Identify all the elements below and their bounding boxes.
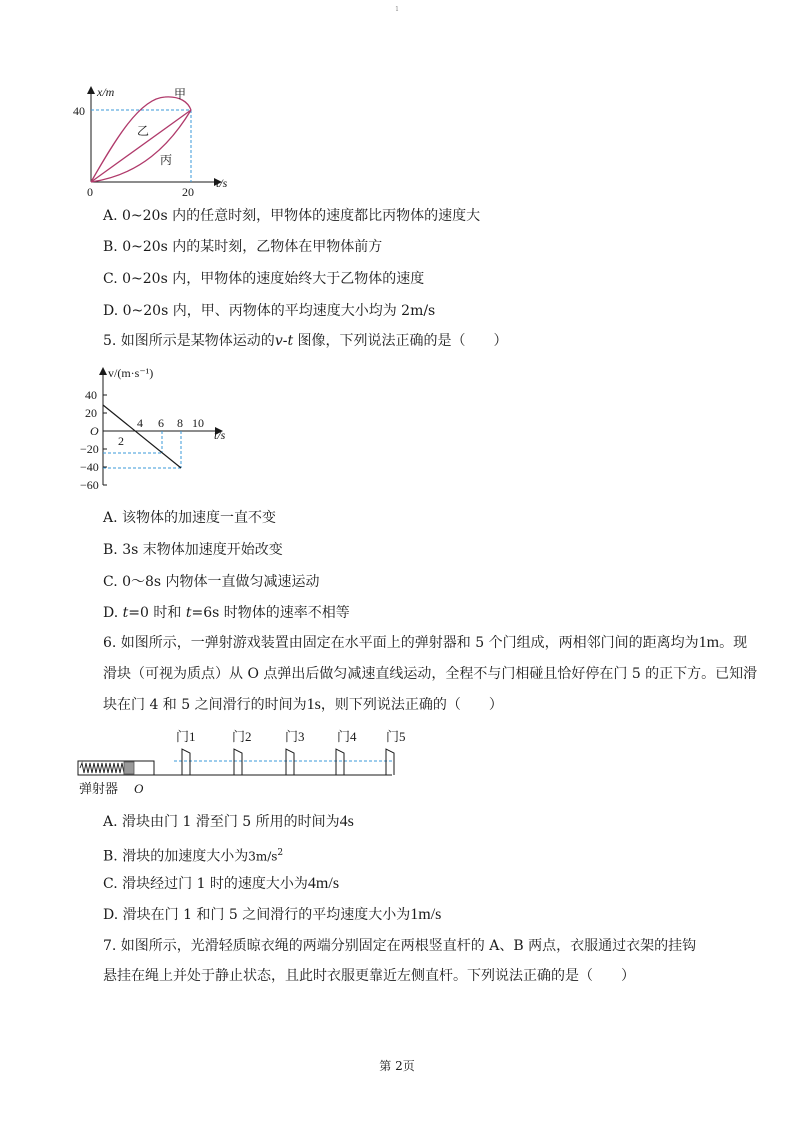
q5-origin: O xyxy=(90,424,99,438)
q4-x-tick: 20 xyxy=(182,185,194,199)
q6-stem-line1-unit: 1m xyxy=(698,634,720,651)
q6-door-2 xyxy=(234,749,242,775)
q5-option-c: C. 0～8s 内物体一直做匀减速运动 xyxy=(103,574,320,590)
q5-x-tick-8: 8 xyxy=(177,416,183,430)
q5-stem-before: 5. 如图所示是某物体运动的 xyxy=(103,333,275,349)
page-mark: 1 xyxy=(395,6,399,13)
q6-option-d-text: D. 滑块在门 1 和门 5 之间滑行的平均速度大小为 xyxy=(103,907,411,923)
q5-stem-after: 图像，下列说法正确的是（ ） xyxy=(293,333,508,349)
q6-slider-block xyxy=(124,762,134,774)
page-number: 第 2页 xyxy=(379,1059,415,1073)
q4-option-c: C. 0~20s 内，甲物体的速度始终大于乙物体的速度 xyxy=(103,271,425,287)
q5-vt-graph xyxy=(76,365,246,491)
q6-door-label-1: 门1 xyxy=(176,729,196,744)
q6-stem-line3-unit: 1s xyxy=(306,696,321,713)
q5-stem-var: v-t xyxy=(274,333,294,349)
q5-y-tick-m40: −40 xyxy=(80,460,99,474)
q6-launcher-figure xyxy=(74,725,414,800)
q4-label-yi: 乙 xyxy=(137,124,150,138)
q6-door-1 xyxy=(182,749,190,775)
q6-door-label-2: 门2 xyxy=(232,729,252,744)
q4-origin: 0 xyxy=(87,185,93,199)
q6-option-a-unit: 4s xyxy=(339,813,354,830)
q5-option-d-prefix: D. xyxy=(103,605,123,621)
q6-door-3 xyxy=(286,749,294,775)
q6-option-d xyxy=(103,906,441,924)
q6-stem-line3-b: ，则下列说法正确的（ ） xyxy=(320,697,503,713)
q7-stem: 7. 如图所示，光滑轻质晾衣绳的两端分别固定在两根竖直杆的 A、B 两点，衣服通过衣架的挂钩悬挂在绳上并处于静止状态，且此时衣服更靠近左侧直杆。下列说法正确的是（ ） xyxy=(103,938,697,984)
q5-y-tick-20: 20 xyxy=(85,406,97,420)
q5-option-b: B. 3s 末物体加速度开始改变 xyxy=(103,542,283,558)
q6-option-b-text: B. 滑块的加速度大小为 xyxy=(103,848,249,865)
q4-option-b: B. 0~20s 内的某时刻，乙物体在甲物体前方 xyxy=(103,239,383,255)
q6-stem-line1 xyxy=(103,634,747,652)
q6-option-b-unit: 3m/s xyxy=(248,849,278,864)
q6-door-label-3: 门3 xyxy=(285,729,305,744)
q5-option-a: A. 该物体的加速度一直不变 xyxy=(103,510,277,526)
q5-y-label: v/(m·s⁻¹) xyxy=(108,366,154,380)
q5-y-tick-m60: −60 xyxy=(80,478,99,492)
q6-option-c-text: C. 滑块经过门 1 时的速度大小为 xyxy=(103,876,308,892)
q6-point-o: O xyxy=(134,781,144,796)
q4-x-label: t/s xyxy=(216,176,228,190)
q4-label-jia: 甲 xyxy=(174,87,187,101)
q4-y-tick: 40 xyxy=(73,104,85,118)
q5-option-d xyxy=(103,604,350,622)
q6-stem-line2: 滑块（可视为质点）从 O 点弹出后做匀减速直线运动，全程不与门相碰且恰好停在门 5 的正下方。已知滑 xyxy=(103,666,758,682)
q4-option-d: D. 0~20s 内，甲、丙物体的平均速度大小均为 2m/s xyxy=(103,303,436,319)
q4-label-bing: 丙 xyxy=(160,153,173,167)
q6-launcher-label: 弹射器 xyxy=(79,781,119,796)
q4-xt-graph xyxy=(70,80,240,200)
q5-y-tick-40: 40 xyxy=(85,388,97,402)
q6-option-d-unit: 1m/s xyxy=(410,906,442,923)
q4-option-a: A. 0~20s 内的任意时刻，甲物体的速度都比丙物体的速度大 xyxy=(103,208,481,224)
q6-stem-line3 xyxy=(103,696,503,714)
q5-option-d-suffix: =6s 时物体的速率不相等 xyxy=(191,605,350,621)
q6-option-c-unit: 4m/s xyxy=(307,875,340,892)
q6-door-4 xyxy=(336,749,344,775)
q5-option-d-v1: t xyxy=(122,605,129,621)
q5-option-d-mid: =0 时和 xyxy=(128,605,186,621)
q6-door-label-4: 门4 xyxy=(337,729,357,744)
q5-x-tick-6: 6 xyxy=(158,416,164,430)
q4-curve-yi xyxy=(91,110,191,182)
q6-stem-line1-b: 。现 xyxy=(719,635,748,651)
q5-x-tick-10: 10 xyxy=(192,416,204,430)
q5-x-label: t/s xyxy=(214,428,226,442)
q6-door-5 xyxy=(386,749,394,775)
q6-option-a-text: A. 滑块由门 1 滑至门 5 所用的时间为 xyxy=(103,814,340,830)
q5-option-d-v2: t xyxy=(185,605,192,621)
q6-stem-line3-a: 块在门 4 和 5 之间滑行的时间为 xyxy=(103,697,307,713)
q6-stem-line1-a: 6. 如图所示，一弹射游戏装置由固定在水平面上的弹射器和 5 个门组成，两相邻门间的距离均为 xyxy=(103,635,699,651)
q4-y-label: x/m xyxy=(97,85,115,99)
q6-option-b-sup: 2 xyxy=(277,848,284,858)
q6-door-label-5: 门5 xyxy=(386,729,406,744)
q5-y-tick-m20: −20 xyxy=(80,442,99,456)
q5-x-tick-4: 4 xyxy=(137,416,143,430)
q6-option-c xyxy=(103,875,339,893)
q5-stem xyxy=(103,332,508,350)
q6-option-a xyxy=(103,813,354,831)
q6-option-b xyxy=(103,844,283,866)
q5-vt-line xyxy=(103,405,181,468)
q5-x-tick-2: 2 xyxy=(118,434,124,448)
